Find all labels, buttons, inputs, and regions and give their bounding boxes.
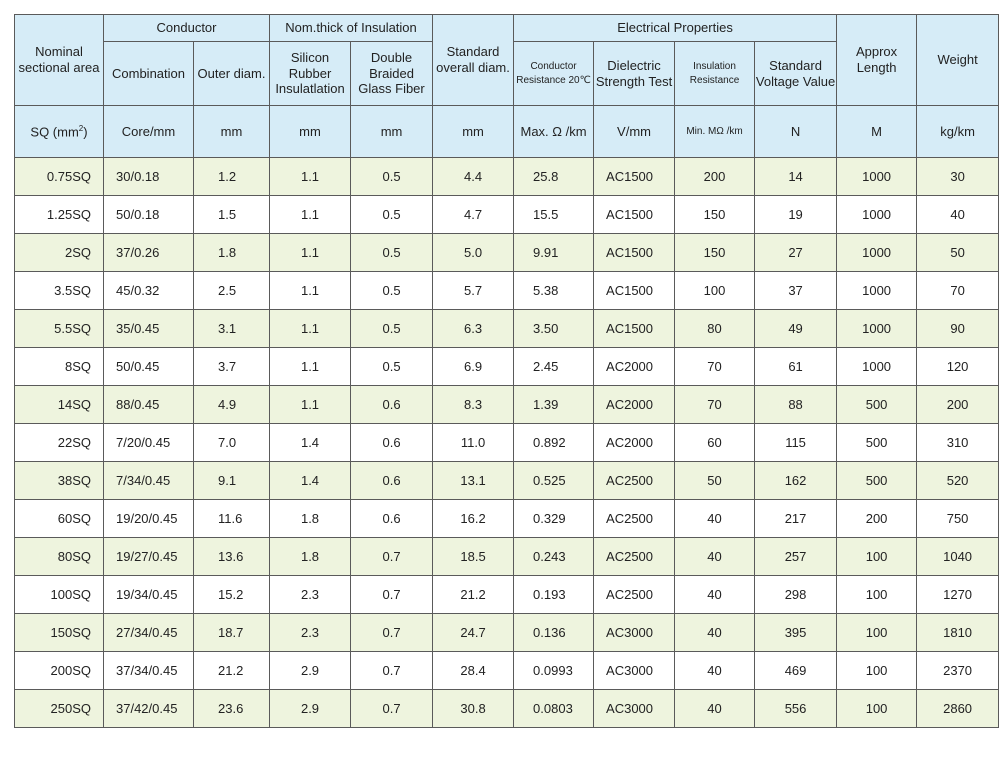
cell-length: 100 — [837, 614, 917, 652]
header-conductor: Conductor — [104, 15, 270, 42]
unit-length: M — [837, 106, 917, 158]
header-silicon-rubber: Silicon Rubber Insulatlation — [270, 42, 351, 106]
cell-overall-diam: 24.7 — [433, 614, 514, 652]
cell-voltage: 556 — [755, 690, 837, 728]
cell-overall-diam: 30.8 — [433, 690, 514, 728]
cell-resistance: 0.136 — [514, 614, 594, 652]
cell-resistance: 0.525 — [514, 462, 594, 500]
header-combination: Combination — [104, 42, 194, 106]
cell-dielectric: AC2500 — [594, 462, 675, 500]
cell-weight: 70 — [917, 272, 999, 310]
header-overall-diam: Standard overall diam. — [433, 15, 514, 106]
cell-combination: 88/0.45 — [104, 386, 194, 424]
cell-insulation-resistance: 60 — [675, 424, 755, 462]
cell-weight: 90 — [917, 310, 999, 348]
unit-weight: kg/km — [917, 106, 999, 158]
cell-glass-fiber: 0.7 — [351, 538, 433, 576]
table-row — [15, 348, 999, 386]
unit-area-superscript: 2 — [78, 123, 84, 133]
cell-length: 1000 — [837, 158, 917, 196]
cell-combination: 50/0.45 — [104, 348, 194, 386]
cell-voltage: 115 — [755, 424, 837, 462]
cell-combination: 7/34/0.45 — [104, 462, 194, 500]
cell-outer-diam: 18.7 — [194, 614, 270, 652]
header-nominal-area: Nominal sectional area — [15, 15, 104, 106]
cell-combination: 19/27/0.45 — [104, 538, 194, 576]
cell-outer-diam: 23.6 — [194, 690, 270, 728]
cell-length: 500 — [837, 386, 917, 424]
cell-insulation-resistance: 80 — [675, 310, 755, 348]
cell-insulation-resistance: 70 — [675, 348, 755, 386]
cell-dielectric: AC2500 — [594, 500, 675, 538]
header-electrical: Electrical Properties — [514, 15, 837, 42]
unit-area — [15, 106, 104, 158]
cell-combination: 27/34/0.45 — [104, 614, 194, 652]
unit-area-text: SQ (mm — [30, 123, 79, 139]
cell-glass-fiber: 0.7 — [351, 690, 433, 728]
cell-insulation-resistance: 40 — [675, 652, 755, 690]
cell-dielectric: AC1500 — [594, 158, 675, 196]
cell-outer-diam: 21.2 — [194, 652, 270, 690]
table-row — [15, 462, 999, 500]
unit-insulation: Min. MΩ /km — [675, 106, 755, 158]
cell-dielectric: AC3000 — [594, 614, 675, 652]
cell-glass-fiber: 0.6 — [351, 462, 433, 500]
cell-insulation-resistance: 40 — [675, 500, 755, 538]
cell-nominal-area: 0.75SQ — [15, 158, 104, 196]
header-insulation-group: Nom.thick of Insulation — [270, 15, 433, 42]
cell-dielectric: AC2500 — [594, 576, 675, 614]
cell-resistance: 0.193 — [514, 576, 594, 614]
table-header — [15, 15, 999, 158]
cell-outer-diam: 3.7 — [194, 348, 270, 386]
table-row — [15, 576, 999, 614]
cell-outer-diam: 1.8 — [194, 234, 270, 272]
cell-insulation-resistance: 50 — [675, 462, 755, 500]
cell-voltage: 162 — [755, 462, 837, 500]
cell-overall-diam: 5.0 — [433, 234, 514, 272]
cell-resistance: 0.892 — [514, 424, 594, 462]
cell-outer-diam: 7.0 — [194, 424, 270, 462]
cell-resistance: 1.39 — [514, 386, 594, 424]
cell-voltage: 27 — [755, 234, 837, 272]
cell-weight: 1810 — [917, 614, 999, 652]
cell-resistance: 0.0803 — [514, 690, 594, 728]
cell-insulation-resistance: 100 — [675, 272, 755, 310]
cell-silicon-rubber: 2.3 — [270, 576, 351, 614]
cell-outer-diam: 13.6 — [194, 538, 270, 576]
cell-combination: 7/20/0.45 — [104, 424, 194, 462]
cell-dielectric: AC1500 — [594, 196, 675, 234]
cell-outer-diam: 3.1 — [194, 310, 270, 348]
cell-overall-diam: 28.4 — [433, 652, 514, 690]
cell-glass-fiber: 0.7 — [351, 614, 433, 652]
cell-resistance: 0.0993 — [514, 652, 594, 690]
cell-combination: 37/34/0.45 — [104, 652, 194, 690]
cell-combination: 19/34/0.45 — [104, 576, 194, 614]
table-row — [15, 424, 999, 462]
cell-voltage: 298 — [755, 576, 837, 614]
cell-dielectric: AC2000 — [594, 424, 675, 462]
cell-nominal-area: 60SQ — [15, 500, 104, 538]
cell-combination: 37/0.26 — [104, 234, 194, 272]
cell-length: 100 — [837, 690, 917, 728]
cell-insulation-resistance: 200 — [675, 158, 755, 196]
cell-dielectric: AC2000 — [594, 348, 675, 386]
cell-insulation-resistance: 40 — [675, 576, 755, 614]
cell-dielectric: AC2000 — [594, 386, 675, 424]
cell-insulation-resistance: 150 — [675, 196, 755, 234]
cell-length: 100 — [837, 576, 917, 614]
cell-silicon-rubber: 1.1 — [270, 310, 351, 348]
cell-length: 1000 — [837, 348, 917, 386]
cell-overall-diam: 8.3 — [433, 386, 514, 424]
cell-resistance: 3.50 — [514, 310, 594, 348]
cell-nominal-area: 100SQ — [15, 576, 104, 614]
cell-resistance: 15.5 — [514, 196, 594, 234]
cell-nominal-area: 8SQ — [15, 348, 104, 386]
cell-silicon-rubber: 1.1 — [270, 196, 351, 234]
cell-combination: 37/42/0.45 — [104, 690, 194, 728]
cell-resistance: 9.91 — [514, 234, 594, 272]
cell-weight: 200 — [917, 386, 999, 424]
cell-voltage: 257 — [755, 538, 837, 576]
cell-length: 200 — [837, 500, 917, 538]
cell-silicon-rubber: 1.1 — [270, 386, 351, 424]
cell-weight: 120 — [917, 348, 999, 386]
cell-outer-diam: 1.2 — [194, 158, 270, 196]
cable-spec-sheet — [14, 14, 999, 728]
cell-silicon-rubber: 1.4 — [270, 424, 351, 462]
header-length: Approx Length — [837, 15, 917, 106]
cable-spec-table — [14, 14, 999, 728]
cell-weight: 520 — [917, 462, 999, 500]
cell-resistance: 0.243 — [514, 538, 594, 576]
cell-nominal-area: 3.5SQ — [15, 272, 104, 310]
table-row — [15, 272, 999, 310]
cell-overall-diam: 6.3 — [433, 310, 514, 348]
cell-voltage: 217 — [755, 500, 837, 538]
cell-outer-diam: 15.2 — [194, 576, 270, 614]
cell-overall-diam: 13.1 — [433, 462, 514, 500]
cell-resistance: 0.329 — [514, 500, 594, 538]
cell-outer-diam: 4.9 — [194, 386, 270, 424]
table-row — [15, 500, 999, 538]
table-row — [15, 310, 999, 348]
cell-nominal-area: 14SQ — [15, 386, 104, 424]
cell-outer-diam: 9.1 — [194, 462, 270, 500]
unit-area-close: ) — [83, 123, 88, 139]
cell-weight: 2860 — [917, 690, 999, 728]
cell-overall-diam: 18.5 — [433, 538, 514, 576]
cell-insulation-resistance: 40 — [675, 614, 755, 652]
cell-weight: 310 — [917, 424, 999, 462]
cell-insulation-resistance: 40 — [675, 538, 755, 576]
cell-nominal-area: 80SQ — [15, 538, 104, 576]
cell-silicon-rubber: 1.8 — [270, 500, 351, 538]
cell-glass-fiber: 0.6 — [351, 386, 433, 424]
cell-dielectric: AC3000 — [594, 690, 675, 728]
cell-overall-diam: 6.9 — [433, 348, 514, 386]
cell-overall-diam: 16.2 — [433, 500, 514, 538]
cell-weight: 40 — [917, 196, 999, 234]
cell-length: 1000 — [837, 234, 917, 272]
header-row-units — [15, 106, 999, 158]
cell-glass-fiber: 0.7 — [351, 652, 433, 690]
cell-outer-diam: 11.6 — [194, 500, 270, 538]
cell-length: 500 — [837, 462, 917, 500]
table-row — [15, 386, 999, 424]
cell-insulation-resistance: 40 — [675, 690, 755, 728]
cell-glass-fiber: 0.5 — [351, 158, 433, 196]
cell-dielectric: AC3000 — [594, 652, 675, 690]
cell-voltage: 395 — [755, 614, 837, 652]
cell-nominal-area: 38SQ — [15, 462, 104, 500]
cell-insulation-resistance: 150 — [675, 234, 755, 272]
header-glass-fiber: Double Braided Glass Fiber — [351, 42, 433, 106]
header-weight: Weight — [917, 15, 999, 106]
cell-dielectric: AC1500 — [594, 234, 675, 272]
cell-resistance: 2.45 — [514, 348, 594, 386]
cell-overall-diam: 11.0 — [433, 424, 514, 462]
header-outer-diam: Outer diam. — [194, 42, 270, 106]
header-voltage: Standard Voltage Value — [755, 42, 837, 106]
cell-weight: 1270 — [917, 576, 999, 614]
cell-nominal-area: 1.25SQ — [15, 196, 104, 234]
cell-nominal-area: 2SQ — [15, 234, 104, 272]
cell-length: 1000 — [837, 272, 917, 310]
table-body — [15, 158, 999, 728]
cell-dielectric: AC1500 — [594, 310, 675, 348]
cell-overall-diam: 5.7 — [433, 272, 514, 310]
cell-nominal-area: 5.5SQ — [15, 310, 104, 348]
table-row — [15, 652, 999, 690]
cell-outer-diam: 1.5 — [194, 196, 270, 234]
cell-weight: 30 — [917, 158, 999, 196]
cell-length: 1000 — [837, 310, 917, 348]
cell-weight: 2370 — [917, 652, 999, 690]
cell-voltage: 49 — [755, 310, 837, 348]
cell-length: 1000 — [837, 196, 917, 234]
cell-length: 100 — [837, 538, 917, 576]
unit-overall: mm — [433, 106, 514, 158]
cell-outer-diam: 2.5 — [194, 272, 270, 310]
table-row — [15, 158, 999, 196]
unit-voltage: N — [755, 106, 837, 158]
cell-nominal-area: 200SQ — [15, 652, 104, 690]
cell-voltage: 61 — [755, 348, 837, 386]
cell-silicon-rubber: 1.1 — [270, 272, 351, 310]
cell-nominal-area: 22SQ — [15, 424, 104, 462]
cell-silicon-rubber: 1.4 — [270, 462, 351, 500]
cell-glass-fiber: 0.5 — [351, 310, 433, 348]
cell-glass-fiber: 0.5 — [351, 348, 433, 386]
header-row-groups — [15, 15, 999, 42]
unit-outer-diam: mm — [194, 106, 270, 158]
cell-nominal-area: 250SQ — [15, 690, 104, 728]
header-conductor-resistance: Conductor Resistance 20℃ — [514, 42, 594, 106]
cell-length: 500 — [837, 424, 917, 462]
unit-combination: Core/mm — [104, 106, 194, 158]
cell-glass-fiber: 0.5 — [351, 272, 433, 310]
header-insulation-resistance: Insulation Resistance — [675, 42, 755, 106]
cell-voltage: 19 — [755, 196, 837, 234]
cell-silicon-rubber: 1.1 — [270, 158, 351, 196]
cell-voltage: 88 — [755, 386, 837, 424]
table-row — [15, 234, 999, 272]
table-row — [15, 538, 999, 576]
cell-glass-fiber: 0.7 — [351, 576, 433, 614]
cell-nominal-area: 150SQ — [15, 614, 104, 652]
cell-weight: 750 — [917, 500, 999, 538]
cell-weight: 50 — [917, 234, 999, 272]
cell-glass-fiber: 0.6 — [351, 500, 433, 538]
cell-voltage: 14 — [755, 158, 837, 196]
cell-silicon-rubber: 1.1 — [270, 234, 351, 272]
cell-voltage: 469 — [755, 652, 837, 690]
cell-overall-diam: 21.2 — [433, 576, 514, 614]
cell-combination: 30/0.18 — [104, 158, 194, 196]
cell-silicon-rubber: 1.1 — [270, 348, 351, 386]
unit-resistance: Max. Ω /km — [514, 106, 594, 158]
cell-overall-diam: 4.4 — [433, 158, 514, 196]
unit-dielectric: V/mm — [594, 106, 675, 158]
cell-silicon-rubber: 2.9 — [270, 690, 351, 728]
cell-voltage: 37 — [755, 272, 837, 310]
cell-glass-fiber: 0.6 — [351, 424, 433, 462]
cell-weight: 1040 — [917, 538, 999, 576]
cell-combination: 45/0.32 — [104, 272, 194, 310]
header-dielectric: Dielectric Strength Test — [594, 42, 675, 106]
cell-combination: 50/0.18 — [104, 196, 194, 234]
cell-glass-fiber: 0.5 — [351, 196, 433, 234]
cell-dielectric: AC2500 — [594, 538, 675, 576]
unit-glass: mm — [351, 106, 433, 158]
cell-overall-diam: 4.7 — [433, 196, 514, 234]
cell-resistance: 25.8 — [514, 158, 594, 196]
cell-combination: 19/20/0.45 — [104, 500, 194, 538]
unit-silicon: mm — [270, 106, 351, 158]
cell-combination: 35/0.45 — [104, 310, 194, 348]
cell-insulation-resistance: 70 — [675, 386, 755, 424]
cell-silicon-rubber: 2.9 — [270, 652, 351, 690]
cell-dielectric: AC1500 — [594, 272, 675, 310]
cell-glass-fiber: 0.5 — [351, 234, 433, 272]
table-row — [15, 690, 999, 728]
cell-silicon-rubber: 1.8 — [270, 538, 351, 576]
cell-resistance: 5.38 — [514, 272, 594, 310]
table-row — [15, 196, 999, 234]
cell-silicon-rubber: 2.3 — [270, 614, 351, 652]
cell-length: 100 — [837, 652, 917, 690]
table-row — [15, 614, 999, 652]
